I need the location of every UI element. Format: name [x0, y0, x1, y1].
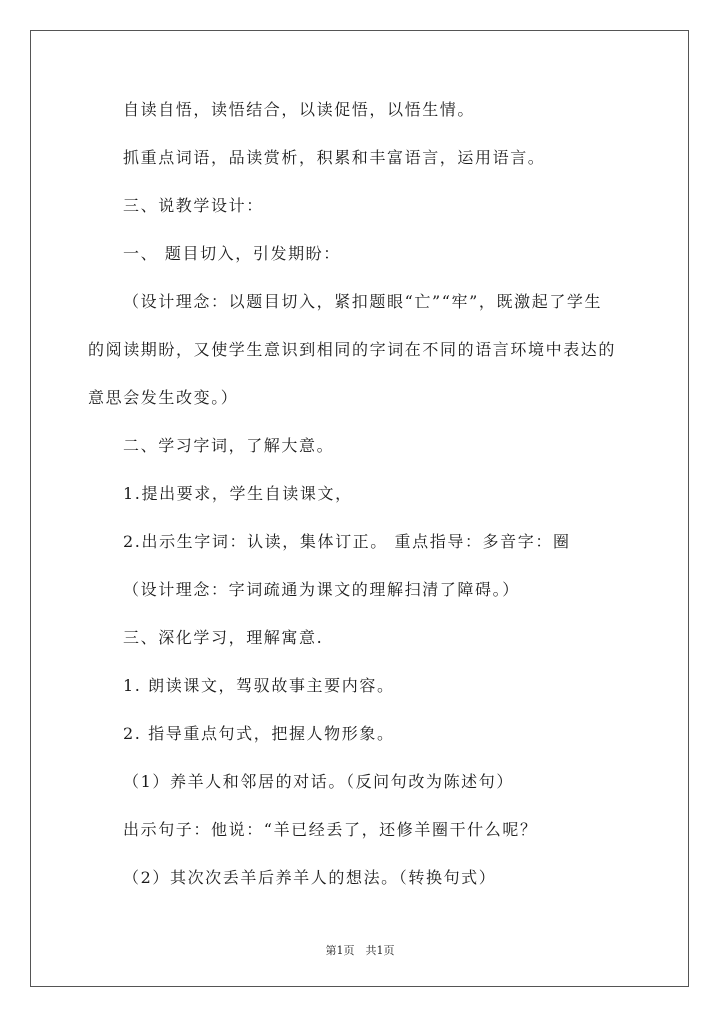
list-item: 1. 朗读课文，驾驭故事主要内容。	[123, 676, 395, 695]
paragraph-line: （设计理念：以题目切入，紧扣题眼“亡”“牢”，既激起了学生	[123, 292, 603, 311]
list-item: 2.出示生字词：认读，集体订正。 重点指导：多音字：圈	[123, 532, 571, 551]
list-item: （2）其次次丢羊后养羊人的想法。（转换句式）	[123, 868, 497, 887]
page-border	[30, 30, 689, 987]
subsection-heading: 一、 题目切入，引发期盼：	[123, 244, 341, 263]
paragraph-line: 意思会发生改变。）	[88, 388, 239, 407]
paragraph-line: 的阅读期盼，又使学生意识到相同的字词在不同的语言环境中表达的	[88, 340, 617, 359]
subsection-heading: 二、学习字词，了解大意。	[123, 436, 335, 455]
paragraph-line: （设计理念：字词疏通为课文的理解扫清了障碍。）	[123, 580, 520, 599]
list-item: （1）养羊人和邻居的对话。（反问句改为陈述句）	[123, 772, 514, 791]
list-item: 1.提出要求，学生自读课文，	[123, 484, 353, 503]
subsection-heading: 三、深化学习，理解寓意.	[123, 628, 324, 647]
list-item: 2. 指导重点句式，把握人物形象。	[123, 724, 395, 743]
paragraph-line: 自读自悟，读悟结合，以读促悟，以悟生情。	[123, 100, 476, 119]
section-heading: 三、说教学设计：	[123, 196, 264, 215]
paragraph-line: 出示句子：他说：“羊已经丢了，还修羊圈干什么呢？	[123, 820, 538, 839]
paragraph-line: 抓重点词语，品读赏析，积累和丰富语言，运用语言。	[123, 148, 546, 167]
page-number-footer: 第1页 共1页	[325, 944, 395, 957]
